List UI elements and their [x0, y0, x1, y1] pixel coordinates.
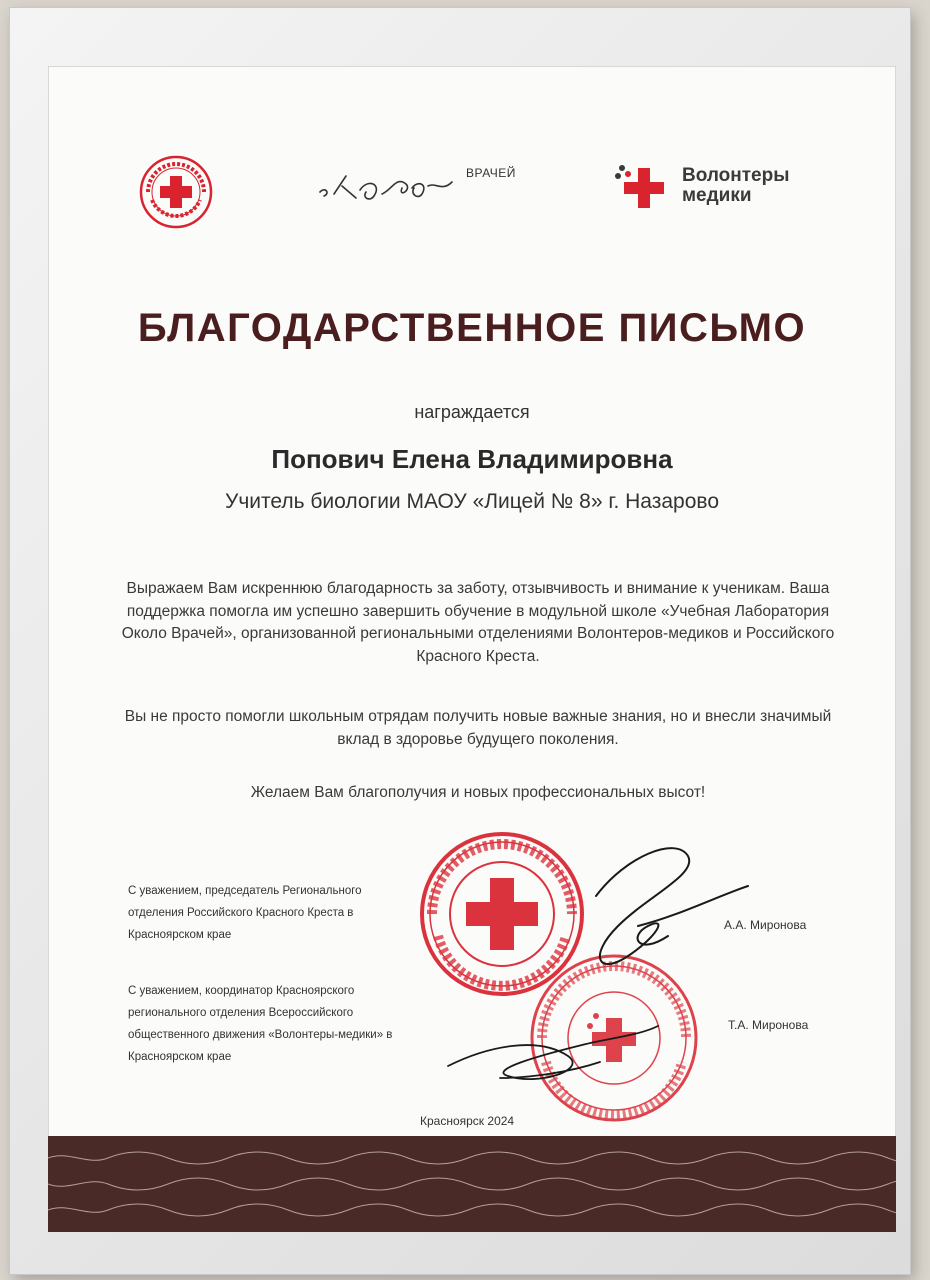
signer-name-2: Т.А. Миронова: [728, 1018, 809, 1032]
certificate-sheet: [48, 66, 896, 1232]
signature-block-red-cross: С уважением, председатель Регионального отделения Российского Красного Креста в Красноярском крае: [128, 885, 362, 941]
volunteers-logo-line1: Волонтеры: [682, 165, 790, 186]
signer-name-1: А.А. Миронова: [724, 918, 807, 932]
volunteer-cross-icon: [612, 160, 676, 216]
logo-row: [48, 66, 896, 266]
letter-title: БЛАГОДАРСТВЕННОЕ ПИСЬМО: [137, 306, 807, 350]
contribution-paragraph: Вы не просто помогли школьным отрядам получить новые важные знания, но и внесли значимый вклад в здоровье будущего поколения.: [124, 708, 832, 748]
signature-block-volunteers: С уважением, координатор Красноярского регионального отделения Всероссийского общественного движения «Волонтеры-медики» в Красноярском крае: [128, 985, 393, 1063]
recipient-position: Учитель биологии МАОУ «Лицей № 8» г. Назарово: [224, 490, 719, 513]
okolo-vrachei-logo: [316, 164, 476, 208]
decorative-script-band: [48, 1136, 896, 1232]
awarded-label: награждается: [414, 402, 530, 422]
red-cross-stamp: [422, 834, 582, 994]
script-pattern: [48, 1136, 896, 1232]
handwritten-signature-2: [448, 1026, 658, 1079]
picture-frame: [10, 8, 910, 1274]
handwritten-signature-1: [596, 848, 748, 964]
volunteers-stamp: [532, 956, 696, 1120]
wishes-paragraph: Желаем Вам благополучия и новых профессиональных высот!: [250, 784, 706, 801]
red-cross-logo: [138, 154, 214, 230]
gratitude-paragraph: Выражаем Вам искреннюю благодарность за заботу, отзывчивость и внимание к ученикам. Ваша поддержка помогла им успешно завершить обучение в модульной школе «Учебная Лаборатория Около Врачей», организованной региональными отделениями Волонтеров-медиков и Российского Красного Креста.: [121, 580, 835, 665]
volunteers-logo-text: [682, 166, 789, 206]
recipient-name: Попович Елена Владимировна: [271, 444, 673, 474]
okolo-subtitle: ВРАЧЕЙ: [466, 166, 516, 180]
volunteers-logo-line2: медики: [682, 185, 752, 206]
place-date: Красноярск 2024: [420, 1114, 515, 1128]
